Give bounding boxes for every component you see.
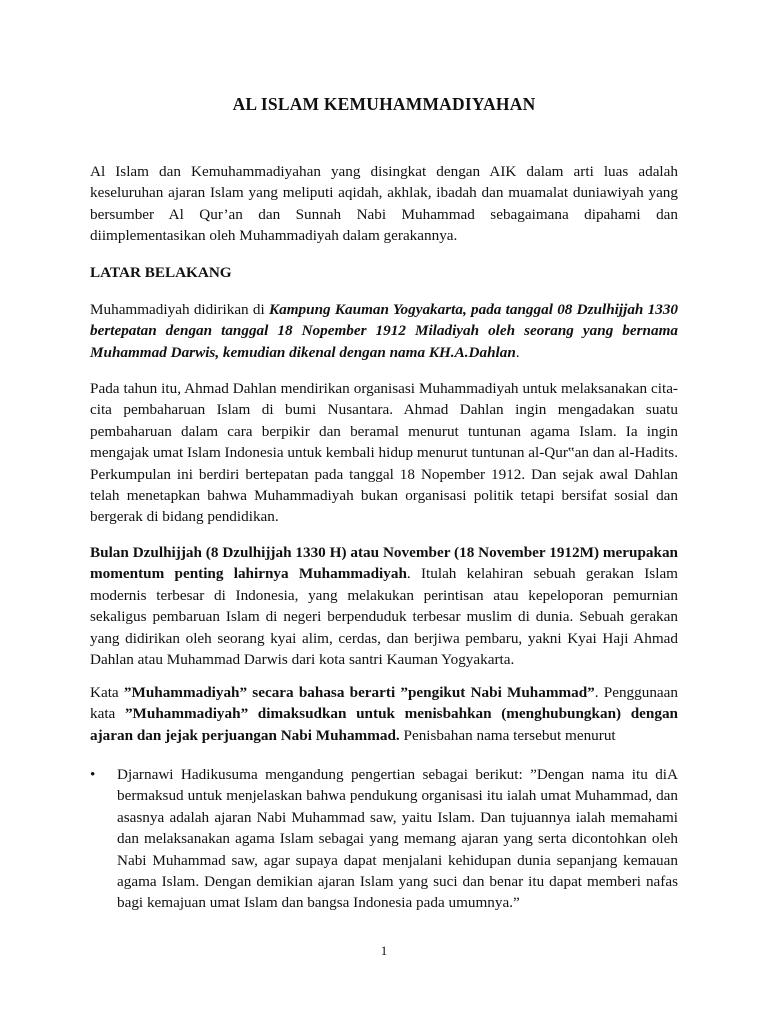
- meaning-text-3: Penisbahan nama tersebut menurut: [399, 726, 616, 744]
- meaning-text-1: Kata: [90, 684, 124, 701]
- meaning-bold-2: ”Muhammadiyah” dimaksudkan untuk menisbahkan (menghubungkan) dengan ajaran dan jejak perjuangan Nabi Muhammad.: [90, 705, 678, 744]
- paragraph-history: Pada tahun itu, Ahmad Dahlan mendirikan organisasi Muhammadiyah untuk melaksanakan cita-cita pembaharuan Islam di bumi Nusantara. Ahmad Dahlan ingin mengadakan suatu pembaharuan dalam cara berpikir dan beramal menurut tuntunan agama Islam. Ia ingin mengajak umat Islam Indonesia untuk kembali hidup menurut tuntunan al-Qur‟an dan al-Hadits. Perkumpulan ini berdiri bertepatan pada tanggal 18 Nopember 1912. Dan sejak awal Dahlan telah menetapkan bahwa Muhammadiyah bukan organisasi politik tetapi bersifat sosial dan bergerak di bidang pendidikan.: [90, 380, 678, 526]
- founding-lead: Muhammadiyah didirikan di: [90, 301, 270, 318]
- paragraph-meaning: [90, 682, 678, 746]
- founding-emphasis: Kampung Kauman Yogyakarta, pada tanggal 08 Dzulhijjah 1330 bertepatan dengan tanggal 18 Nopember 1912 Miladiyah oleh seorang yang bernama Muhammad Darwis, kemudian dikenal dengan nama KH.A.Dahlan: [90, 301, 679, 361]
- section-heading: LATAR BELAKANG: [90, 264, 232, 281]
- bullet-text: Djarnawi Hadikusuma mengandung pengertian sebagai berikut: ”Dengan nama itu diA bermaksud untuk menjelaskan bahwa pendukung organisasi itu ialah umat Muhammad, dan asasnya adalah ajaran Nabi Muhammad saw, yaitu Islam. Dan tujuannya ialah memahami dan melaksanakan agama Islam sebagai yang memang ajaran yang serta dicontohkan oleh Nabi Muhammad saw, agar supaya dapat menjalani kehidupan dunia sepanjang kemauan agama Islam. Dengan demikian ajaran Islam yang suci dan benar itu dapat memberi nafas bagi kemajuan umat Islam dan bangsa Indonesia pada umumnya.”: [117, 766, 678, 912]
- document-title: AL ISLAM KEMUHAMMADIYAHAN: [232, 94, 536, 114]
- momentum-bold: Bulan Dzulhijjah (8 Dzulhijjah 1330 H) atau November (18 November 1912M) merupakan momentum penting lahirnya Muhammadiyah: [90, 544, 678, 583]
- paragraph-founding: [90, 299, 678, 363]
- founding-tail: .: [515, 343, 520, 361]
- page-number: 1: [380, 943, 388, 958]
- intro-paragraph: Al Islam dan Kemuhammadiyahan yang disingkat dengan AIK dalam arti luas adalah keseluruhan ajaran Islam yang meliputi aqidah, akhlak, ibadah dan muamalat duniawiyah yang bersumber Al Qur’an dan Sunnah Nabi Muhammad sebagaimana dipahami dan diimplementasikan oleh Muhammadiyah dalam gerakannya.: [90, 163, 678, 245]
- meaning-text-2: . Penggunaan kata: [90, 684, 679, 723]
- paragraph-momentum: [90, 542, 678, 670]
- meaning-bold-1: ”Muhammadiyah” secara bahasa berarti ”pengikut Nabi Muhammad”: [123, 684, 595, 701]
- momentum-rest: . Itulah kelahiran sebuah gerakan Islam modernis terbesar di Indonesia, yang melakukan perintisan atau kepeloporan pemurnian sekaligus pembaruan Islam di negeri berpenduduk terbesar muslim di dunia. Sebuah gerakan yang didirikan oleh seorang kyai alim, cerdas, dan berjiwa pembaru, yakni Kyai Haji Ahmad Dahlan atau Muhammad Darwis dari kota santri Kauman Yogyakarta.: [90, 565, 678, 669]
- bullet-icon: •: [90, 766, 96, 783]
